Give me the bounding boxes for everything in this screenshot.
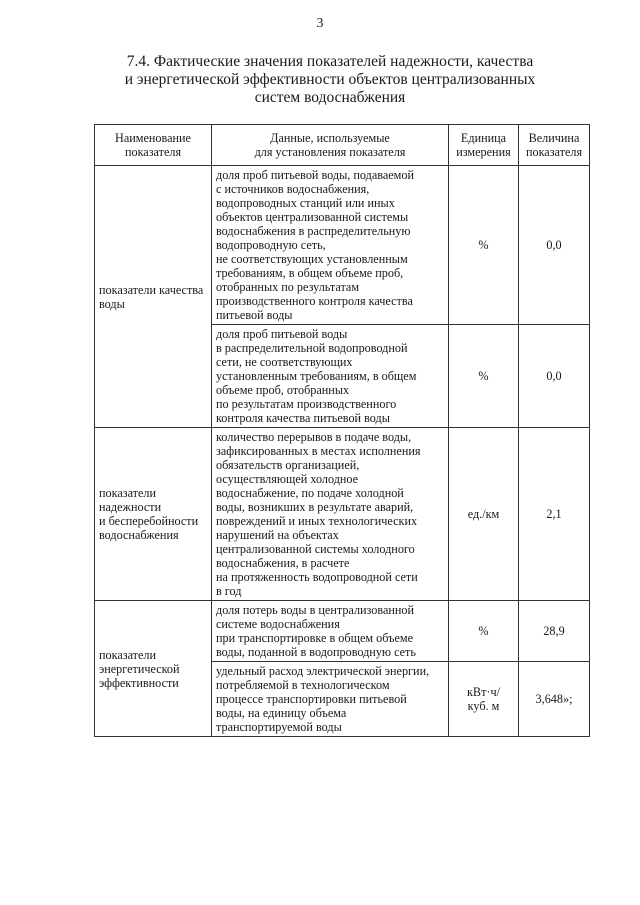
header-data-used: Данные, используемые для установления показателя: [212, 125, 449, 166]
indicators-table: [94, 124, 590, 737]
row-unit: %: [449, 601, 519, 662]
category-water-quality: показатели качества воды: [95, 166, 212, 428]
category-reliability: показатели надежности и бесперебойности водоснабжения: [95, 428, 212, 601]
row-value: 0,0: [519, 325, 590, 428]
row-description: доля проб питьевой воды в распределительной водопроводной сети, не соответствующих установленным требованиям, в общем объеме проб, отобранных по результатам производственного контроля качества питьевой воды: [212, 325, 449, 428]
row-description: доля проб питьевой воды, подаваемой с источников водоснабжения, водопроводных станций или иных объектов централизованной системы водоснабжения в распределительную водопроводную сеть, не соответствующих установленным требованиям, в общем объеме проб, отобранных по результатам производственного контроля качества питьевой воды: [212, 166, 449, 325]
row-unit: кВт·ч/ куб. м: [449, 662, 519, 737]
header-unit: Единица измерения: [449, 125, 519, 166]
header-indicator-name: Наименование показателя: [95, 125, 212, 166]
row-unit: ед./км: [449, 428, 519, 601]
page-number: 3: [316, 16, 324, 31]
table-row: [95, 428, 590, 601]
table-row: [95, 166, 590, 325]
table-header-row: [95, 125, 590, 166]
row-value: 2,1: [519, 428, 590, 601]
category-energy-efficiency: показатели энергетической эффективности: [95, 601, 212, 737]
row-description: доля потерь воды в централизованной системе водоснабжения при транспортировке в общем объеме воды, поданной в водопроводную сеть: [212, 601, 449, 662]
row-unit: %: [449, 166, 519, 325]
row-value: 0,0: [519, 166, 590, 325]
row-value: 3,648»;: [519, 662, 590, 737]
row-unit: %: [449, 325, 519, 428]
row-value: 28,9: [519, 601, 590, 662]
header-value: Величина показателя: [519, 125, 590, 166]
row-description: количество перерывов в подаче воды, зафиксированных в местах исполнения обязательств организацией, осуществляющей холодное водоснабжение, по подаче холодной воды, возникших в результате аварий, повреждений и иных технологических нарушений на объектах централизованной системы холодного водоснабжения, в расчете на протяженность водопроводной сети в год: [212, 428, 449, 601]
table-row: [95, 601, 590, 662]
section-heading: 7.4. Фактические значения показателей надежности, качества и энергетической эффективности объектов централизованных систем водоснабжения: [124, 53, 536, 106]
row-description: удельный расход электрической энергии, потребляемой в технологическом процессе транспортировки питьевой воды, на единицу объема транспортируемой воды: [212, 662, 449, 737]
